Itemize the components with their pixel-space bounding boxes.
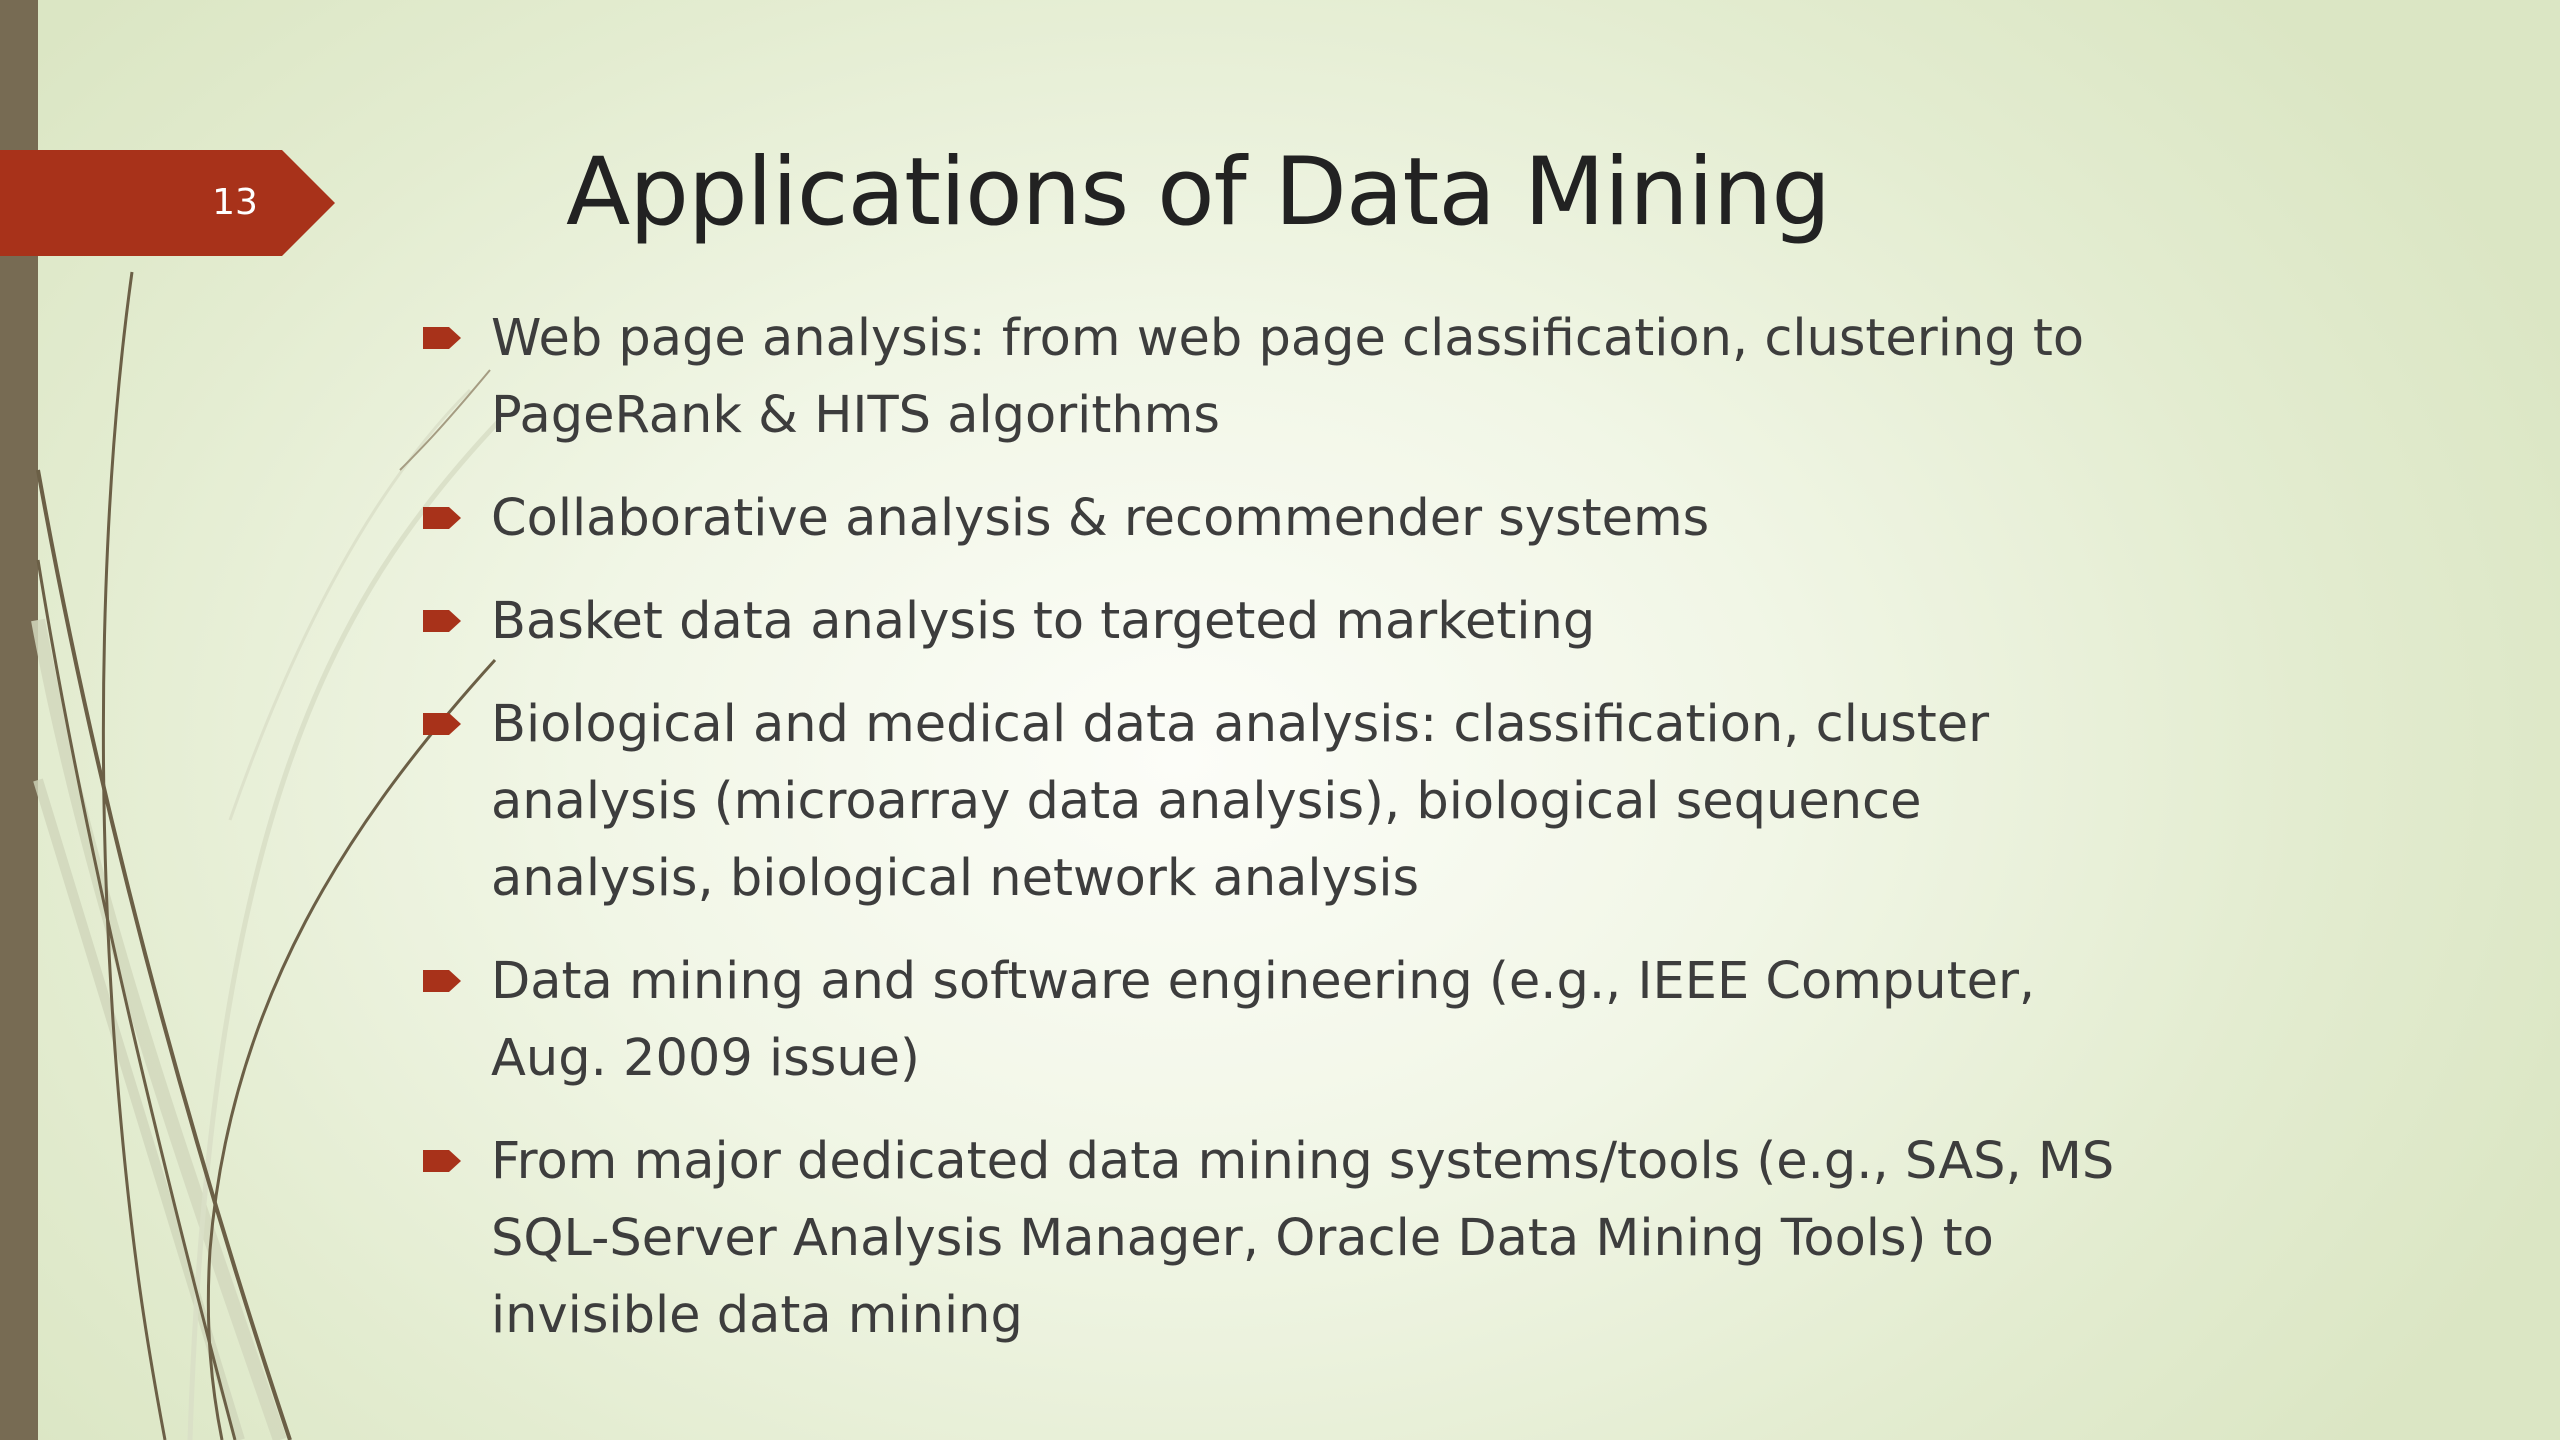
bullet-item	[420, 583, 2140, 660]
bullet-item	[420, 1123, 2140, 1354]
bullet-text: Collaborative analysis & recommender systems	[491, 489, 1710, 548]
arrow-bullet-icon	[423, 967, 463, 995]
bullet-text: Data mining and software engineering (e.g., IEEE Computer, Aug. 2009 issue)	[491, 952, 2036, 1088]
arrow-bullet-icon	[423, 1147, 463, 1175]
bullet-text: From major dedicated data mining systems/tools (e.g., SAS, MS SQL-Server Analysis Manager, Oracle Data Mining Tools) to invisible data mining	[491, 1132, 2115, 1345]
bullet-item	[420, 480, 2140, 557]
arrow-bullet-icon	[423, 607, 463, 635]
bullet-item	[420, 686, 2140, 917]
bullet-item	[420, 943, 2140, 1097]
bullet-text: Biological and medical data analysis: classification, cluster analysis (microarray data analysis), biological sequence analysis, biological network analysis	[491, 695, 1990, 908]
slide-number: 13	[212, 182, 258, 223]
bullet-list	[420, 300, 2140, 1380]
arrow-bullet-icon	[423, 504, 463, 532]
bullet-text: Basket data analysis to targeted marketing	[491, 592, 1596, 651]
slide-title: Applications of Data Mining	[566, 138, 1831, 247]
arrow-bullet-icon	[423, 710, 463, 738]
arrow-bullet-icon	[423, 324, 463, 352]
bullet-item	[420, 300, 2140, 454]
bullet-text: Web page analysis: from web page classification, clustering to PageRank & HITS algorithms	[491, 309, 2085, 445]
